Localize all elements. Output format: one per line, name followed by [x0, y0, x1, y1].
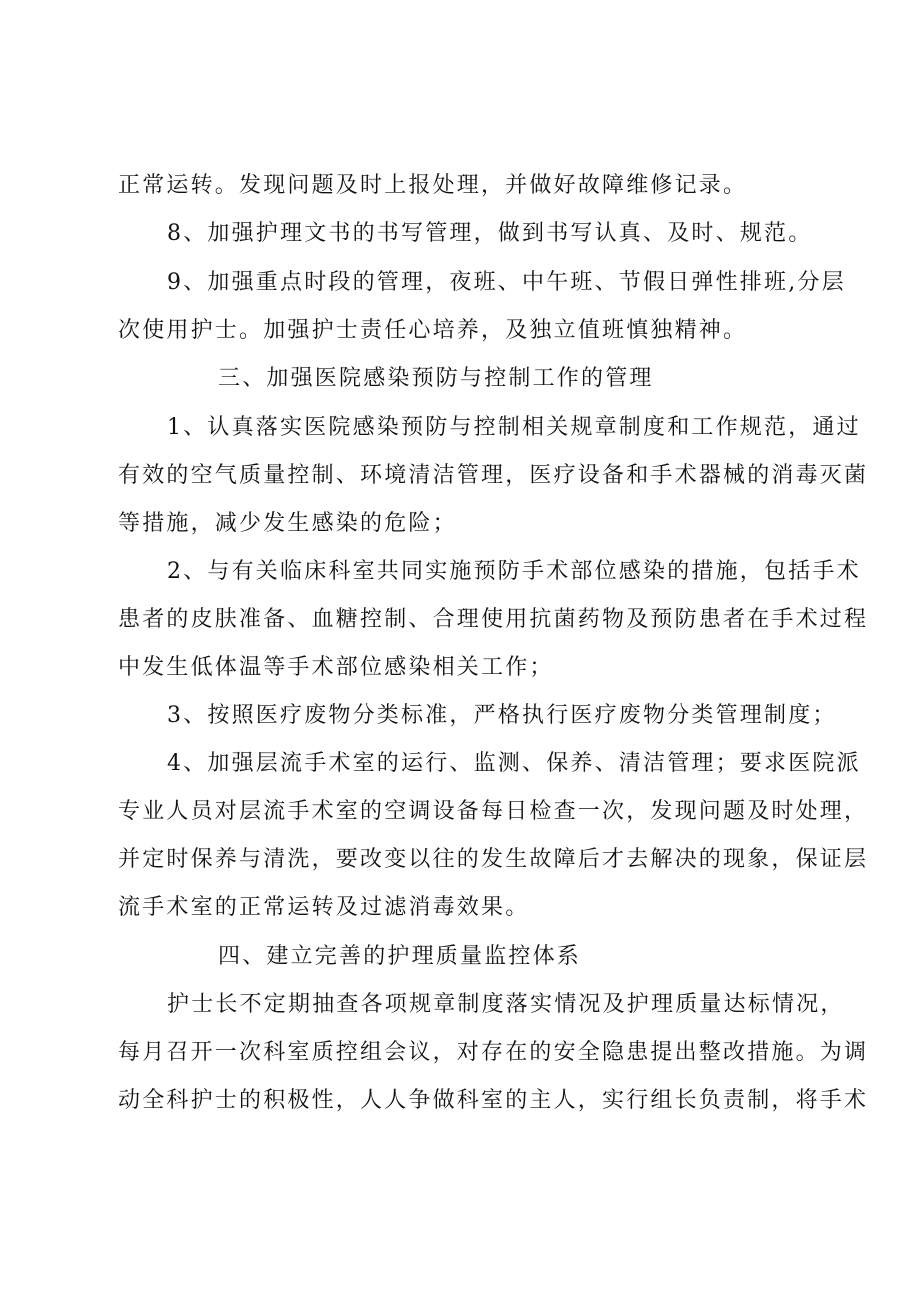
text-line: 3、按照医疗废物分类标准，严格执行医疗废物分类管理制度；	[167, 703, 837, 728]
text-line: 专业人员对层流手术室的空调设备每日检查一次，发现问题及时处理，	[118, 799, 869, 824]
text-line: 等措施，减少发生感染的危险；	[118, 511, 457, 536]
text-line: 4、加强层流手术室的运行、监测、保养、清洁管理；要求医院派	[167, 751, 861, 776]
text-line: 2、与有关临床科室共同实施预防手术部位感染的措施，包括手术	[167, 559, 861, 584]
section-heading: 四、建立完善的护理质量监控体系	[218, 944, 582, 969]
text-line: 有效的空气质量控制、环境清洁管理，医疗设备和手术器械的消毒灭菌	[118, 463, 869, 488]
text-line: 每月召开一次科室质控组会议，对存在的安全隐患提出整改措施。为调	[118, 1040, 869, 1065]
text-line: 9、加强重点时段的管理，夜班、中午班、节假日弹性排班,分层	[167, 270, 846, 295]
text-line: 中发生低体温等手术部位感染相关工作；	[118, 655, 554, 680]
text-line: 正常运转。发现问题及时上报处理，并做好故障维修记录。	[118, 173, 748, 198]
text-line: 8、加强护理文书的书写管理，做到书写认真、及时、规范。	[167, 221, 813, 246]
text-line: 次使用护士。加强护士责任心培养，及独立值班慎独精神。	[118, 318, 748, 343]
text-line: 患者的皮肤准备、血糖控制、合理使用抗菌药物及预防患者在手术过程	[118, 607, 869, 632]
text-line: 并定时保养与清洗，要改变以往的发生故障后才去解决的现象，保证层	[118, 847, 869, 872]
text-line: 1、认真落实医院感染预防与控制相关规章制度和工作规范，通过	[167, 415, 861, 440]
text-line: 流手术室的正常运转及过滤消毒效果。	[118, 895, 530, 920]
section-heading: 三、加强医院感染预防与控制工作的管理	[218, 366, 654, 391]
text-line: 动全科护士的积极性，人人争做科室的主人，实行组长负责制，将手术	[118, 1088, 869, 1113]
text-line: 护士长不定期抽查各项规章制度落实情况及护理质量达标情况，	[167, 992, 845, 1017]
